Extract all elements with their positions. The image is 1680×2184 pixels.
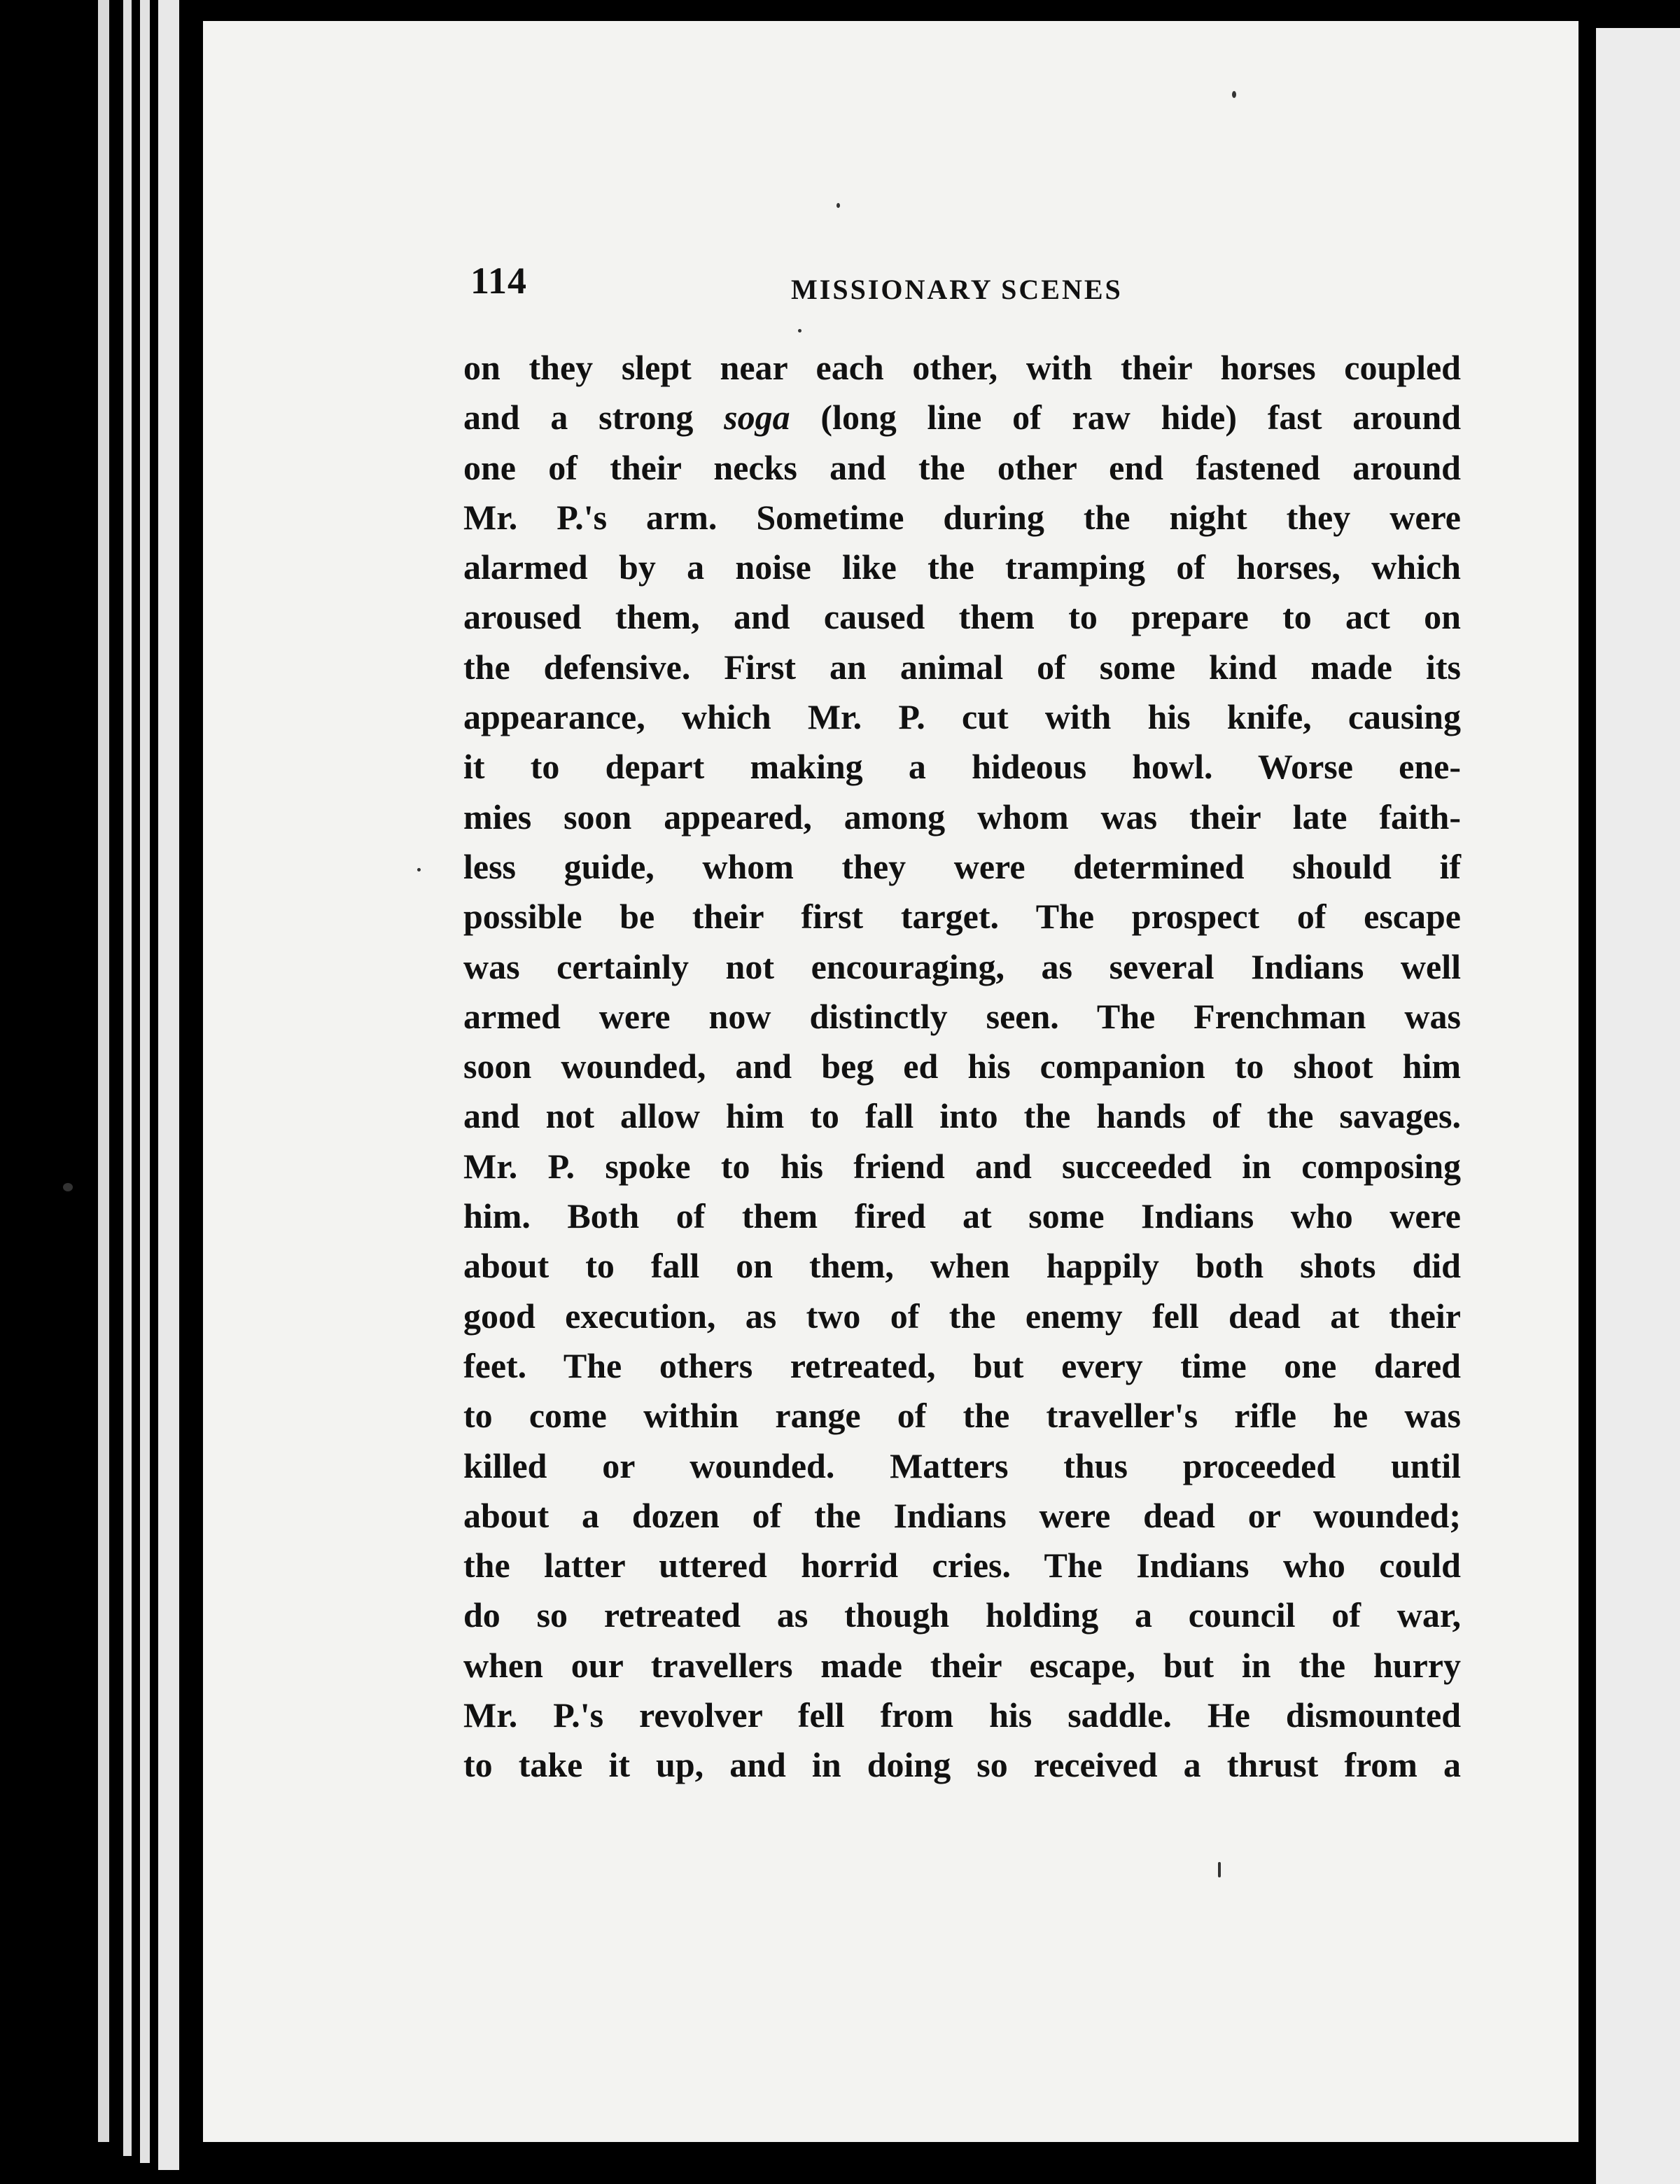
text-line: on they slept near each other, with their horses coupled bbox=[463, 348, 1461, 387]
body-text bbox=[463, 343, 1461, 1791]
page-edge bbox=[98, 0, 109, 2142]
text-line: feet. The others retreated, but every time one dared bbox=[463, 1345, 1461, 1385]
dust-speck bbox=[417, 868, 421, 872]
text-line: possible be their first target. The prospect of escape bbox=[463, 897, 1461, 937]
page-edge bbox=[158, 0, 179, 2170]
running-title: MISSIONARY SCENES bbox=[791, 274, 1123, 305]
text-line: about a dozen of the Indians were dead or wounded; bbox=[463, 1495, 1461, 1535]
text-line: good execution, as two of the enemy fell dead at their bbox=[463, 1296, 1461, 1336]
text-line: the latter uttered horrid cries. The Indians who could bbox=[463, 1546, 1461, 1586]
text-line: aroused them, and caused them to prepare to act on bbox=[463, 597, 1461, 637]
text-line: about to fall on them, when happily both shots did bbox=[463, 1246, 1461, 1286]
page-number: 114 bbox=[470, 260, 528, 302]
text-line: Mr. P.'s arm. Sometime during the night they were bbox=[463, 497, 1461, 537]
running-head bbox=[470, 259, 1471, 315]
text-line: armed were now distinctly seen. The Frenchman was bbox=[463, 996, 1461, 1036]
dust-speck bbox=[836, 203, 840, 208]
text-line: Mr. P.'s revolver fell from his saddle. He dismounted bbox=[463, 1695, 1461, 1735]
text-line: to come within range of the traveller's rifle he was bbox=[463, 1396, 1461, 1436]
text-line: soon wounded, and beg ed his companion to shoot him bbox=[463, 1046, 1461, 1086]
text-line: mies soon appeared, among whom was their late faith- bbox=[463, 797, 1461, 836]
text-line: Mr. P. spoke to his friend and succeeded in composing bbox=[463, 1146, 1461, 1186]
text-line: do so retreated as though holding a council of war, bbox=[463, 1595, 1461, 1635]
dust-speck bbox=[1218, 1862, 1221, 1877]
text-line: when our travellers made their escape, but in the hurry bbox=[463, 1645, 1461, 1685]
text-line: one of their necks and the other end fastened around bbox=[463, 447, 1461, 487]
text-line: was certainly not encouraging, as several Indians well bbox=[463, 946, 1461, 986]
text-line: him. Both of them fired at some Indians who were bbox=[463, 1196, 1461, 1236]
page-edge bbox=[123, 0, 132, 2156]
text-line: and a strong soga (long line of raw hide) fast around bbox=[463, 398, 1462, 438]
page-edge bbox=[140, 0, 150, 2163]
dust-speck bbox=[798, 329, 802, 332]
text-line: less guide, whom they were determined should if bbox=[463, 846, 1461, 886]
dust-speck bbox=[1232, 91, 1236, 98]
dust-speck bbox=[63, 1183, 73, 1191]
text-line: appearance, which Mr. P. cut with his knife, causing bbox=[463, 697, 1461, 737]
text-line: alarmed by a noise like the tramping of horses, which bbox=[463, 547, 1461, 587]
facing-page-edge bbox=[1596, 28, 1680, 2184]
text-line: the defensive. First an animal of some kind made its bbox=[463, 647, 1461, 687]
text-line: to take it up, and in doing so received a thrust from a bbox=[463, 1745, 1461, 1785]
text-line: killed or wounded. Matters thus proceeded until bbox=[463, 1446, 1461, 1485]
text-line: it to depart making a hideous howl. Worse ene- bbox=[463, 747, 1461, 787]
text-line: and not allow him to fall into the hands of the savages. bbox=[463, 1096, 1461, 1136]
